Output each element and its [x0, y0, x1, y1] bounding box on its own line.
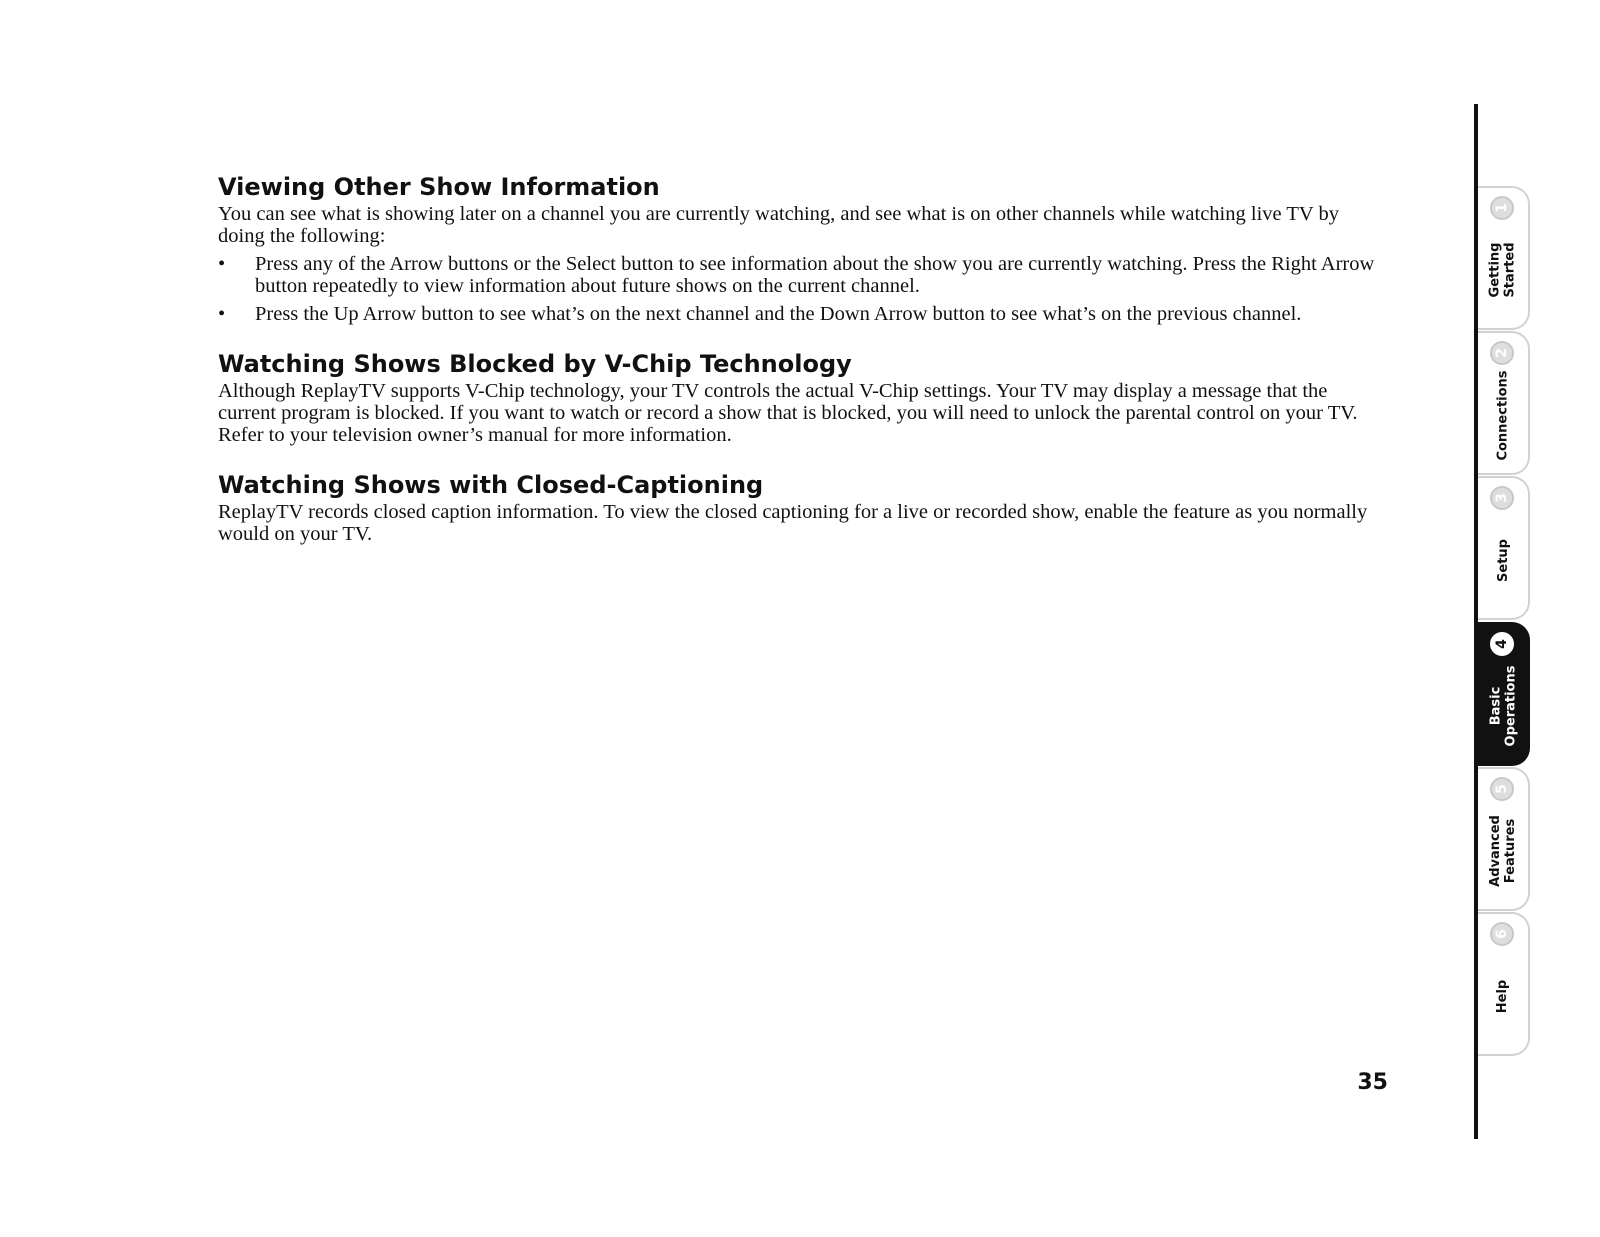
tab-label-wrap: [1478, 365, 1528, 465]
section-paragraph: Although ReplayTV supports V-Chip technology, your TV controls the actual V-Chip settings. Your TV may display a message that the current program is blocked. If you want to watch or record a show that is blocked, you will need to unlock the parental control on your TV. Refer to your television owner’s manual for more information.: [218, 380, 1358, 446]
bullet-icon: •: [218, 253, 226, 275]
tab-basic-operations[interactable]: [1478, 622, 1530, 766]
section-closed-captioning: [218, 470, 1383, 545]
bullet-icon: •: [218, 303, 226, 325]
tab-connections[interactable]: [1478, 331, 1530, 475]
tab-setup[interactable]: [1478, 476, 1530, 620]
tab-getting-started[interactable]: [1478, 186, 1530, 330]
tab-help[interactable]: [1478, 912, 1530, 1056]
section-heading: Watching Shows Blocked by V-Chip Technology: [218, 350, 852, 378]
tab-label-wrap: [1478, 801, 1528, 901]
chapter-number-icon: 1: [1490, 196, 1514, 220]
tab-label-wrap: [1478, 656, 1528, 756]
tab-label: Connections: [1495, 369, 1511, 461]
bullet-item: [218, 303, 1383, 325]
tab-label: Getting Started: [1488, 242, 1519, 298]
section-paragraph: ReplayTV records closed caption information. To view the closed captioning for a live or recorded show, enable the feature as you normally would on your TV.: [218, 501, 1368, 545]
section-viewing-other-show-information: [218, 172, 1383, 325]
section-heading: Viewing Other Show Information: [218, 173, 660, 201]
tab-label-wrap: [1478, 510, 1528, 610]
bullet-text: Press any of the Arrow buttons or the Select button to see information about the show you are currently watching. Press the Right Arrow button repeatedly to view information about future shows on the current channel.: [255, 253, 1375, 297]
bullet-text: Press the Up Arrow button to see what’s on the next channel and the Down Arrow button to see what’s on the previous channel.: [255, 303, 1302, 325]
tab-label: Help: [1495, 979, 1511, 1013]
chapter-number-icon: 6: [1490, 922, 1514, 946]
section-v-chip: [218, 349, 1383, 446]
tab-label-wrap: [1478, 220, 1528, 320]
tab-label-wrap: [1478, 946, 1528, 1046]
section-heading: Watching Shows with Closed-Captioning: [218, 471, 764, 499]
page-number: 35: [1357, 1070, 1388, 1095]
chapter-number-icon: 2: [1490, 341, 1514, 365]
tab-label: Basic Operations: [1488, 665, 1519, 747]
section-paragraph: You can see what is showing later on a channel you are currently watching, and see what is on other channels while watching live TV by doing the following:: [218, 203, 1339, 247]
tab-label: Setup: [1495, 538, 1511, 582]
bullet-item: [218, 253, 1383, 297]
tab-advanced-features[interactable]: [1478, 767, 1530, 911]
page-content: [218, 172, 1383, 569]
tab-label: Advanced Features: [1488, 815, 1519, 887]
bullet-list: [218, 253, 1383, 325]
chapter-number-icon: 4: [1490, 632, 1514, 656]
chapter-number-icon: 5: [1490, 777, 1514, 801]
chapter-number-icon: 3: [1490, 486, 1514, 510]
